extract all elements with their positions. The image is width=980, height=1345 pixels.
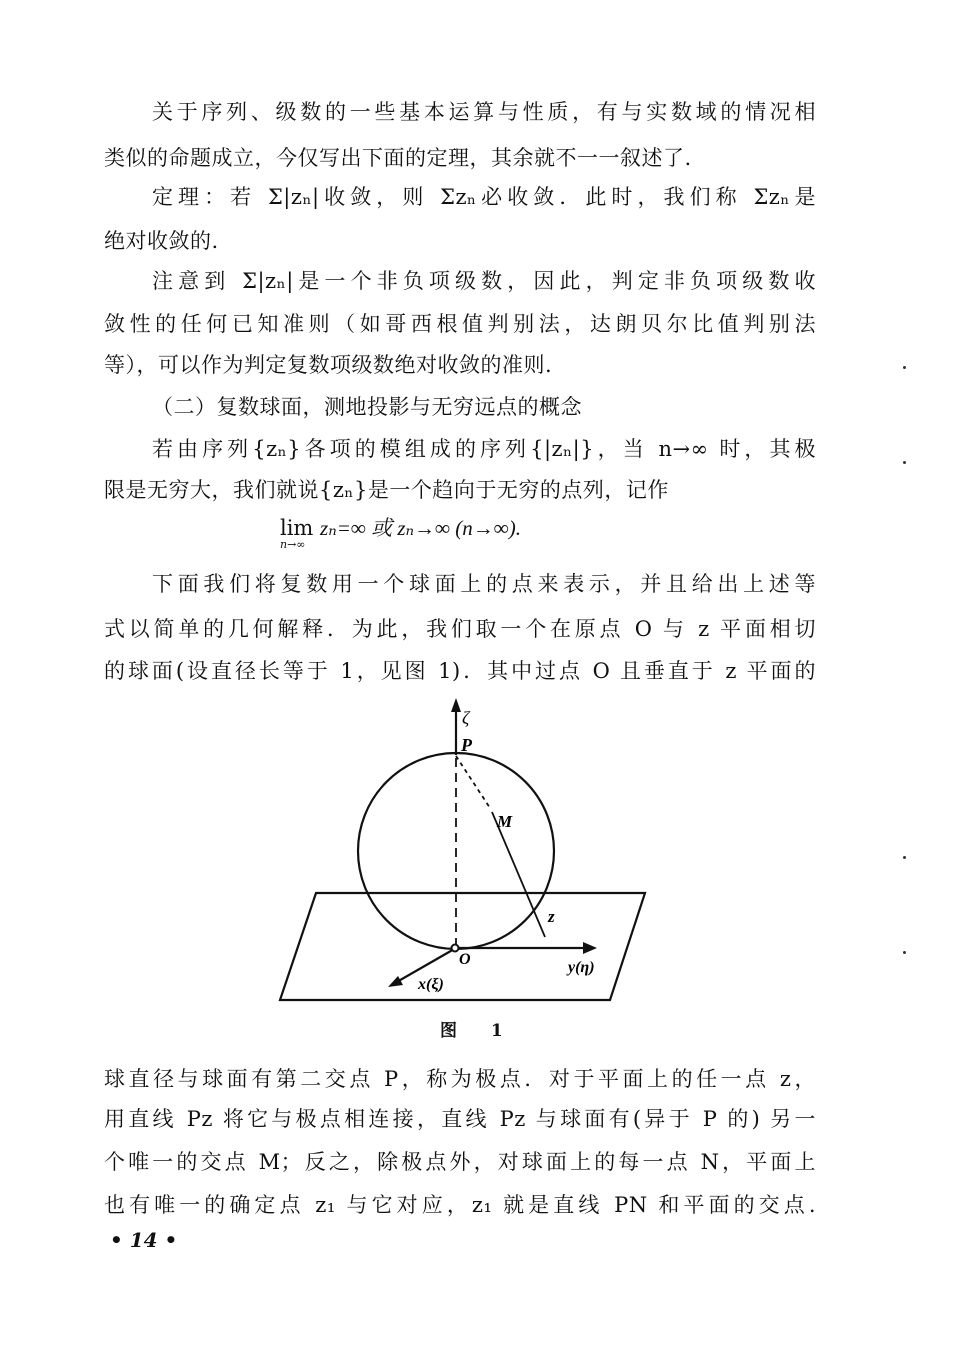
label-O: O: [459, 951, 471, 968]
paragraph-6-line-1: 球直径与球面有第二交点 P，称为极点．对于平面上的任一点 z，: [104, 1067, 816, 1091]
figure-caption: 图 1: [440, 1021, 517, 1041]
paragraph-3-line-2: 敛性的任何已知准则（如哥西根值判别法，达朗贝尔比值判别法: [104, 312, 816, 336]
paragraph-1-line-1: 关于序列、级数的一些基本运算与性质，有与实数域的情况相: [152, 100, 816, 124]
y-arrow-icon: [583, 942, 597, 954]
lim-text: lim: [280, 516, 314, 540]
theorem-line-1: 定理：若 Σ|zₙ|收敛，则 Σzₙ必收敛．此时，我们称 Σzₙ是: [152, 185, 816, 209]
paragraph-3-line-3: 等），可以作为判定复数项级数绝对收敛的准则.: [104, 353, 553, 377]
paragraph-5-line-3: 的球面(设直径长等于 1，见图 1)．其中过点 O 且垂直于 z 平面的: [104, 659, 816, 683]
paragraph-6-line-4: 也有唯一的确定点 z₁ 与它对应，z₁ 就是直线 PN 和平面的交点.: [104, 1193, 816, 1217]
x-arrow-icon: [388, 976, 403, 987]
formula-body: zₙ=∞ 或 zₙ→∞ (n→∞).: [320, 516, 521, 540]
label-M: M: [497, 812, 513, 831]
scan-speck: [903, 951, 906, 954]
scan-speck: [903, 856, 906, 859]
paragraph-5-line-1: 下面我们将复数用一个球面上的点来表示，并且给出上述等: [152, 572, 816, 596]
lim-subscript: n→∞: [280, 538, 306, 551]
zeta-arrow-icon: [451, 698, 461, 712]
label-x: x(ξ): [418, 976, 444, 993]
paragraph-1-line-2: 类似的命题成立，今仅写出下面的定理，其余就不一一叙述了.: [104, 146, 692, 170]
paragraph-3-line-1: 注意到 Σ|zₙ|是一个非负项级数，因此，判定非负项级数收: [152, 269, 816, 293]
theorem-line-2: 绝对收敛的.: [104, 229, 219, 253]
label-y: y(η): [568, 959, 595, 976]
label-P: P: [461, 735, 472, 755]
page-number: • 14 •: [110, 1228, 178, 1252]
paragraph-6-line-3: 个唯一的交点 M；反之，除极点外，对球面上的每一点 N，平面上: [104, 1150, 816, 1174]
paragraph-4-line-2: 限是无穷大，我们就说{zₙ}是一个趋向于无穷的点列，记作: [104, 478, 669, 502]
paragraph-6-line-2: 用直线 Pz 将它与极点相连接，直线 Pz 与球面有(异于 P 的) 另一: [104, 1107, 816, 1131]
paragraph-5-line-2: 式以简单的几何解释．为此，我们取一个在原点 O 与 z 平面相切: [104, 617, 816, 641]
label-z: z: [548, 907, 555, 926]
scan-speck: [903, 366, 906, 369]
paragraph-4-line-1: 若由序列{zₙ}各项的模组成的序列{|zₙ|}，当 n→∞ 时，其极: [152, 437, 816, 461]
section-heading: （二）复数球面，测地投影与无穷远点的概念: [152, 395, 582, 419]
label-zeta: ζ: [462, 708, 470, 728]
scan-speck: [903, 461, 906, 464]
origin-point: [452, 945, 459, 952]
line-PM: [456, 756, 490, 808]
